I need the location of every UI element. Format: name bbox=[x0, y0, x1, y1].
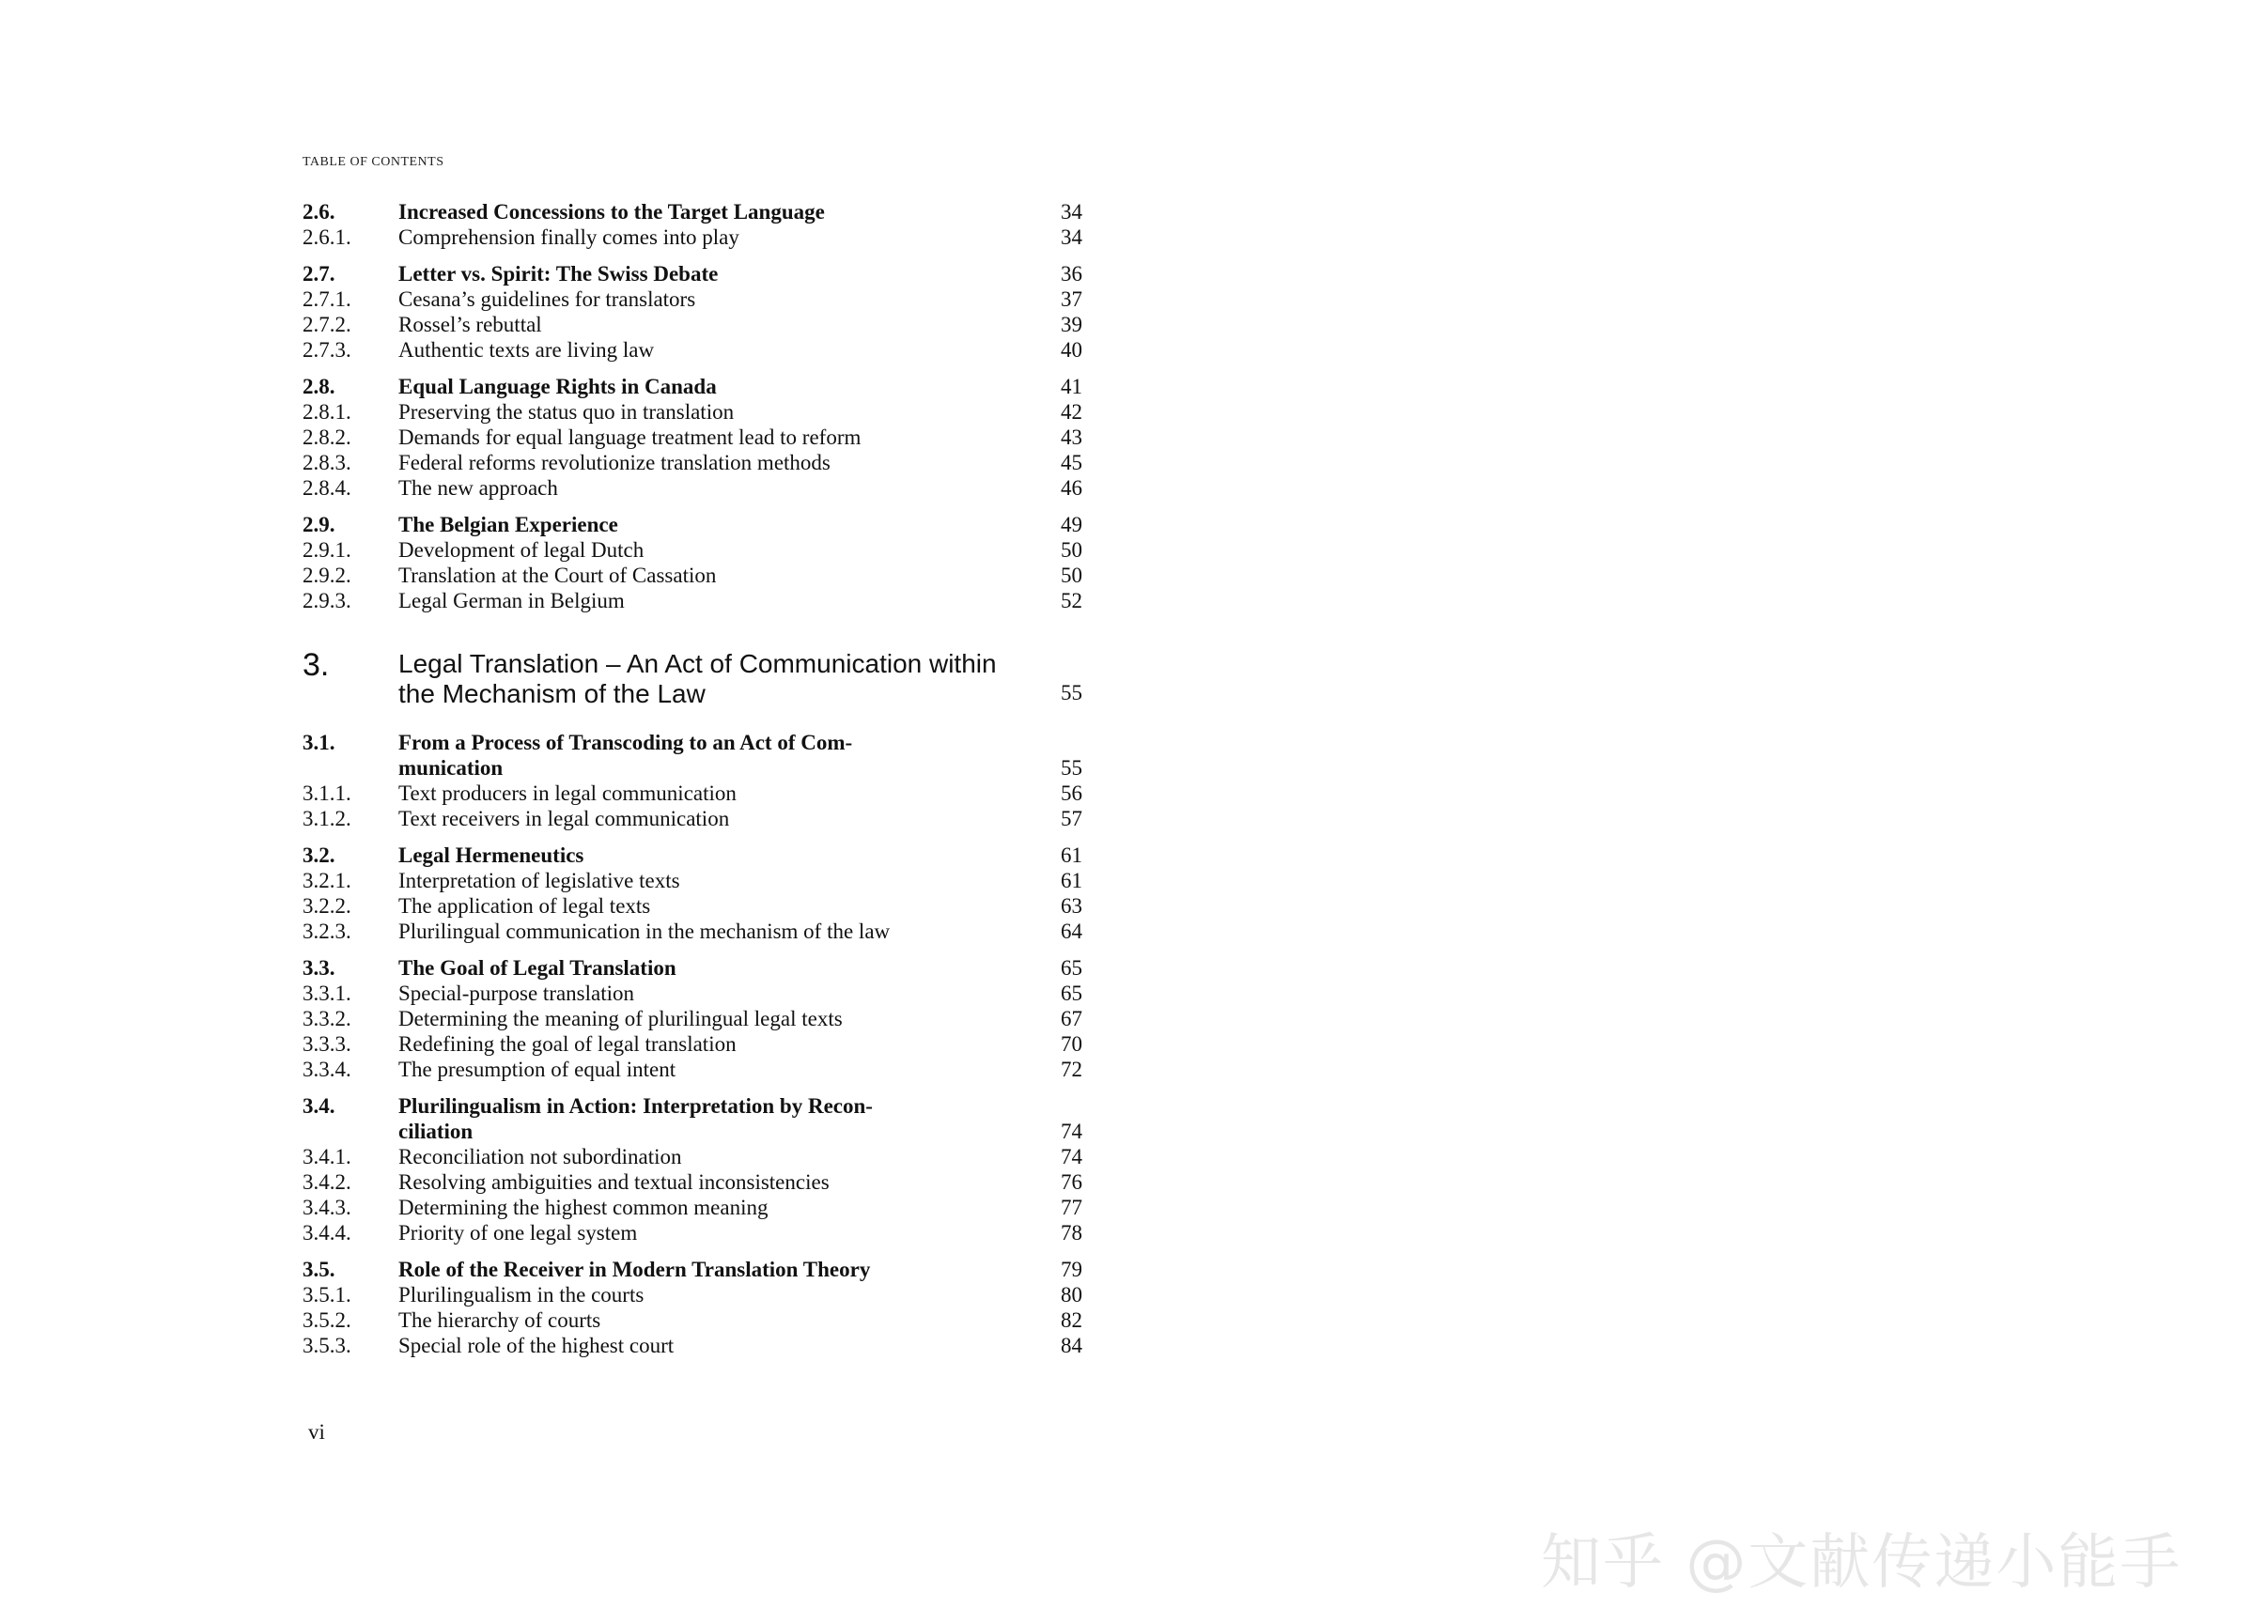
entry-title: Comprehension finally comes into play bbox=[398, 225, 739, 249]
toc-subsection-entry[interactable] bbox=[303, 286, 1082, 312]
entry-number: 2.9. bbox=[303, 513, 335, 536]
chapter-page-number: 55 bbox=[1061, 681, 1082, 704]
entry-number: 2.6.1. bbox=[303, 225, 351, 249]
entry-number: 2.7.3. bbox=[303, 338, 351, 362]
entry-title: Determining the meaning of plurilingual legal texts bbox=[398, 1007, 843, 1030]
running-header: TABLE OF CONTENTS bbox=[303, 155, 444, 169]
entry-title: Plurilingualism in Action: Interpretation by Recon- bbox=[398, 1094, 873, 1118]
toc-subsection-entry[interactable] bbox=[303, 450, 1082, 475]
chapter-number: 3. bbox=[303, 647, 330, 683]
entry-page-number: 70 bbox=[1061, 1032, 1082, 1056]
toc-group bbox=[303, 1257, 1082, 1358]
entry-title: The hierarchy of courts bbox=[398, 1308, 601, 1332]
entry-number: 3.4. bbox=[303, 1094, 335, 1118]
toc-subsection-entry[interactable] bbox=[303, 1169, 1082, 1195]
entry-title: Role of the Receiver in Modern Translation Theory bbox=[398, 1258, 871, 1281]
toc-subsection-entry[interactable] bbox=[303, 475, 1082, 501]
toc-subsection-entry[interactable] bbox=[303, 919, 1082, 944]
group-spacer bbox=[303, 831, 1082, 843]
entry-page-number: 74 bbox=[1061, 1120, 1082, 1143]
entry-page-number: 82 bbox=[1061, 1308, 1082, 1332]
entry-title: Resolving ambiguities and textual inconsistencies bbox=[398, 1170, 830, 1194]
entry-page-number: 46 bbox=[1061, 476, 1082, 500]
entry-title: Authentic texts are living law bbox=[398, 338, 655, 362]
entry-page-number: 52 bbox=[1061, 589, 1082, 612]
entry-number: 3.1.1. bbox=[303, 781, 351, 805]
entry-number: 2.7.1. bbox=[303, 287, 351, 311]
toc-subsection-entry[interactable] bbox=[303, 588, 1082, 613]
entry-title: Translation at the Court of Cassation bbox=[398, 564, 717, 587]
entry-title: Preserving the status quo in translation bbox=[398, 400, 735, 424]
toc-subsection-entry[interactable] bbox=[303, 1031, 1082, 1057]
entry-page-number: 61 bbox=[1061, 869, 1082, 892]
entry-title: munication bbox=[398, 756, 504, 780]
entry-title: The application of legal texts bbox=[398, 894, 651, 918]
entry-page-number: 77 bbox=[1061, 1196, 1082, 1219]
entry-title: Priority of one legal system bbox=[398, 1221, 638, 1245]
entry-title: The Goal of Legal Translation bbox=[398, 956, 676, 980]
toc-subsection-entry[interactable] bbox=[303, 868, 1082, 893]
entry-title: Special-purpose translation bbox=[398, 982, 635, 1005]
entry-title: Special role of the highest court bbox=[398, 1334, 675, 1357]
entry-page-number: 65 bbox=[1061, 982, 1082, 1005]
entry-number: 2.7. bbox=[303, 262, 335, 286]
entry-number: 2.8.2. bbox=[303, 425, 351, 449]
group-spacer bbox=[303, 1082, 1082, 1093]
entry-number: 3.4.2. bbox=[303, 1170, 351, 1194]
entry-number: 2.6. bbox=[303, 200, 335, 224]
entry-number: 2.8.4. bbox=[303, 476, 351, 500]
table-of-contents bbox=[303, 199, 1082, 1358]
toc-subsection-entry[interactable] bbox=[303, 1333, 1082, 1358]
toc-group bbox=[303, 955, 1082, 1082]
entry-page-number: 64 bbox=[1061, 920, 1082, 943]
entry-number: 3.4.3. bbox=[303, 1196, 351, 1219]
page-folio: vi bbox=[308, 1420, 325, 1444]
toc-chapter-2-sections bbox=[303, 199, 1082, 613]
entry-title: Text producers in legal communication bbox=[398, 781, 737, 805]
entry-number: 3.5.2. bbox=[303, 1308, 351, 1332]
entry-title: The Belgian Experience bbox=[398, 513, 618, 536]
toc-group bbox=[303, 1093, 1082, 1245]
toc-section-entry[interactable] bbox=[303, 199, 1082, 224]
entry-title: The presumption of equal intent bbox=[398, 1058, 676, 1081]
entry-number: 3.2.2. bbox=[303, 894, 351, 918]
toc-subsection-entry[interactable] bbox=[303, 563, 1082, 588]
entry-page-number: 42 bbox=[1061, 400, 1082, 424]
watermark-text: 知乎 @文献传递小能手 bbox=[1541, 1528, 2183, 1598]
entry-title: Legal Hermeneutics bbox=[398, 843, 584, 867]
toc-section-entry[interactable] bbox=[303, 1093, 1082, 1119]
entry-page-number: 72 bbox=[1061, 1058, 1082, 1081]
entry-number: 2.9.1. bbox=[303, 538, 351, 562]
entry-number: 2.7.2. bbox=[303, 313, 351, 336]
entry-number: 2.8.3. bbox=[303, 451, 351, 474]
entry-number: 3.5.3. bbox=[303, 1334, 351, 1357]
entry-page-number: 56 bbox=[1061, 781, 1082, 805]
toc-subsection-entry[interactable] bbox=[303, 399, 1082, 425]
entry-title: Demands for equal language treatment lead to reform bbox=[398, 425, 862, 449]
toc-group bbox=[303, 512, 1082, 613]
group-spacer bbox=[303, 944, 1082, 955]
toc-subsection-entry[interactable] bbox=[303, 337, 1082, 363]
entry-page-number: 41 bbox=[1061, 375, 1082, 398]
toc-section-entry[interactable] bbox=[303, 1119, 1082, 1144]
entry-page-number: 34 bbox=[1061, 200, 1082, 224]
entry-page-number: 49 bbox=[1061, 513, 1082, 536]
entry-page-number: 65 bbox=[1061, 956, 1082, 980]
entry-page-number: 40 bbox=[1061, 338, 1082, 362]
entry-number: 3.3.4. bbox=[303, 1058, 351, 1081]
entry-number: 2.8. bbox=[303, 375, 335, 398]
toc-subsection-entry[interactable] bbox=[303, 781, 1082, 806]
toc-subsection-entry[interactable] bbox=[303, 981, 1082, 1006]
entry-number: 3.3.2. bbox=[303, 1007, 351, 1030]
toc-section-entry[interactable] bbox=[303, 955, 1082, 981]
entry-title: From a Process of Transcoding to an Act of Com- bbox=[398, 731, 853, 754]
toc-subsection-entry[interactable] bbox=[303, 1195, 1082, 1220]
toc-section-entry[interactable] bbox=[303, 1257, 1082, 1282]
entry-title: Redefining the goal of legal translation bbox=[398, 1032, 737, 1056]
toc-group bbox=[303, 843, 1082, 944]
entry-page-number: 78 bbox=[1061, 1221, 1082, 1245]
entry-page-number: 67 bbox=[1061, 1007, 1082, 1030]
toc-subsection-entry[interactable] bbox=[303, 1282, 1082, 1307]
entry-page-number: 37 bbox=[1061, 287, 1082, 311]
toc-subsection-entry[interactable] bbox=[303, 1307, 1082, 1333]
entry-page-number: 34 bbox=[1061, 225, 1082, 249]
entry-page-number: 80 bbox=[1061, 1283, 1082, 1307]
entry-number: 3.2.1. bbox=[303, 869, 351, 892]
group-spacer bbox=[303, 250, 1082, 261]
entry-number: 3.3.1. bbox=[303, 982, 351, 1005]
toc-subsection-entry[interactable] bbox=[303, 1220, 1082, 1245]
entry-title: Plurilingualism in the courts bbox=[398, 1283, 645, 1307]
entry-title: Rossel’s rebuttal bbox=[398, 313, 542, 336]
toc-subsection-entry[interactable] bbox=[303, 1057, 1082, 1082]
entry-page-number: 61 bbox=[1061, 843, 1082, 867]
entry-number: 2.9.2. bbox=[303, 564, 351, 587]
entry-title: Interpretation of legislative texts bbox=[398, 869, 680, 892]
entry-number: 3.2.3. bbox=[303, 920, 351, 943]
toc-section-entry[interactable] bbox=[303, 261, 1082, 286]
toc-group bbox=[303, 374, 1082, 501]
entry-title: Determining the highest common meaning bbox=[398, 1196, 769, 1219]
entry-page-number: 39 bbox=[1061, 313, 1082, 336]
entry-title: Reconciliation not subordination bbox=[398, 1145, 682, 1168]
entry-number: 2.9.3. bbox=[303, 589, 351, 612]
entry-title: Text receivers in legal communication bbox=[398, 807, 730, 830]
group-spacer bbox=[303, 363, 1082, 374]
toc-subsection-entry[interactable] bbox=[303, 312, 1082, 337]
toc-subsection-entry[interactable] bbox=[303, 1144, 1082, 1169]
entry-number: 3.5.1. bbox=[303, 1283, 351, 1307]
entry-page-number: 36 bbox=[1061, 262, 1082, 286]
entry-number: 2.8.1. bbox=[303, 400, 351, 424]
entry-number: 3.5. bbox=[303, 1258, 335, 1281]
entry-number: 3.1.2. bbox=[303, 807, 351, 830]
toc-section-entry[interactable] bbox=[303, 374, 1082, 399]
toc-section-entry[interactable] bbox=[303, 512, 1082, 537]
entry-page-number: 76 bbox=[1061, 1170, 1082, 1194]
entry-title: Equal Language Rights in Canada bbox=[398, 375, 717, 398]
entry-title: Federal reforms revolutionize translation methods bbox=[398, 451, 831, 474]
toc-section-entry[interactable] bbox=[303, 755, 1082, 781]
entry-number: 3.1. bbox=[303, 731, 335, 754]
entry-title: ciliation bbox=[398, 1120, 474, 1143]
entry-page-number: 84 bbox=[1061, 1334, 1082, 1357]
entry-number: 3.2. bbox=[303, 843, 335, 867]
toc-group bbox=[303, 261, 1082, 363]
toc-subsection-entry[interactable] bbox=[303, 537, 1082, 563]
entry-page-number: 74 bbox=[1061, 1145, 1082, 1168]
entry-title: Letter vs. Spirit: The Swiss Debate bbox=[398, 262, 719, 286]
entry-title: Plurilingual communication in the mechanism of the law bbox=[398, 920, 891, 943]
entry-page-number: 63 bbox=[1061, 894, 1082, 918]
entry-number: 3.3. bbox=[303, 956, 335, 980]
entry-page-number: 43 bbox=[1061, 425, 1082, 449]
toc-group bbox=[303, 730, 1082, 831]
entry-page-number: 50 bbox=[1061, 538, 1082, 562]
entry-title: Development of legal Dutch bbox=[398, 538, 645, 562]
toc-subsection-entry[interactable] bbox=[303, 893, 1082, 919]
toc-subsection-entry[interactable] bbox=[303, 806, 1082, 831]
chapter-title: Legal Translation – An Act of Communication within the Mechanism of the Law bbox=[398, 649, 997, 708]
entry-number: 3.3.3. bbox=[303, 1032, 351, 1056]
group-spacer bbox=[303, 501, 1082, 512]
toc-group bbox=[303, 199, 1082, 250]
toc-subsection-entry[interactable] bbox=[303, 425, 1082, 450]
toc-chapter-3-sections bbox=[303, 730, 1082, 1358]
toc-subsection-entry[interactable] bbox=[303, 224, 1082, 250]
entry-title: The new approach bbox=[398, 476, 558, 500]
entry-page-number: 50 bbox=[1061, 564, 1082, 587]
entry-page-number: 57 bbox=[1061, 807, 1082, 830]
entry-title: Cesana’s guidelines for translators bbox=[398, 287, 696, 311]
entry-page-number: 45 bbox=[1061, 451, 1082, 474]
entry-page-number: 79 bbox=[1061, 1258, 1082, 1281]
entry-number: 3.4.4. bbox=[303, 1221, 351, 1245]
entry-number: 3.4.1. bbox=[303, 1145, 351, 1168]
toc-section-entry[interactable] bbox=[303, 730, 1082, 755]
entry-title: Increased Concessions to the Target Language bbox=[398, 200, 825, 224]
entry-page-number: 55 bbox=[1061, 756, 1082, 780]
entry-title: Legal German in Belgium bbox=[398, 589, 625, 612]
toc-subsection-entry[interactable] bbox=[303, 1006, 1082, 1031]
toc-section-entry[interactable] bbox=[303, 843, 1082, 868]
chapter-heading[interactable] bbox=[303, 647, 1082, 709]
group-spacer bbox=[303, 1245, 1082, 1257]
